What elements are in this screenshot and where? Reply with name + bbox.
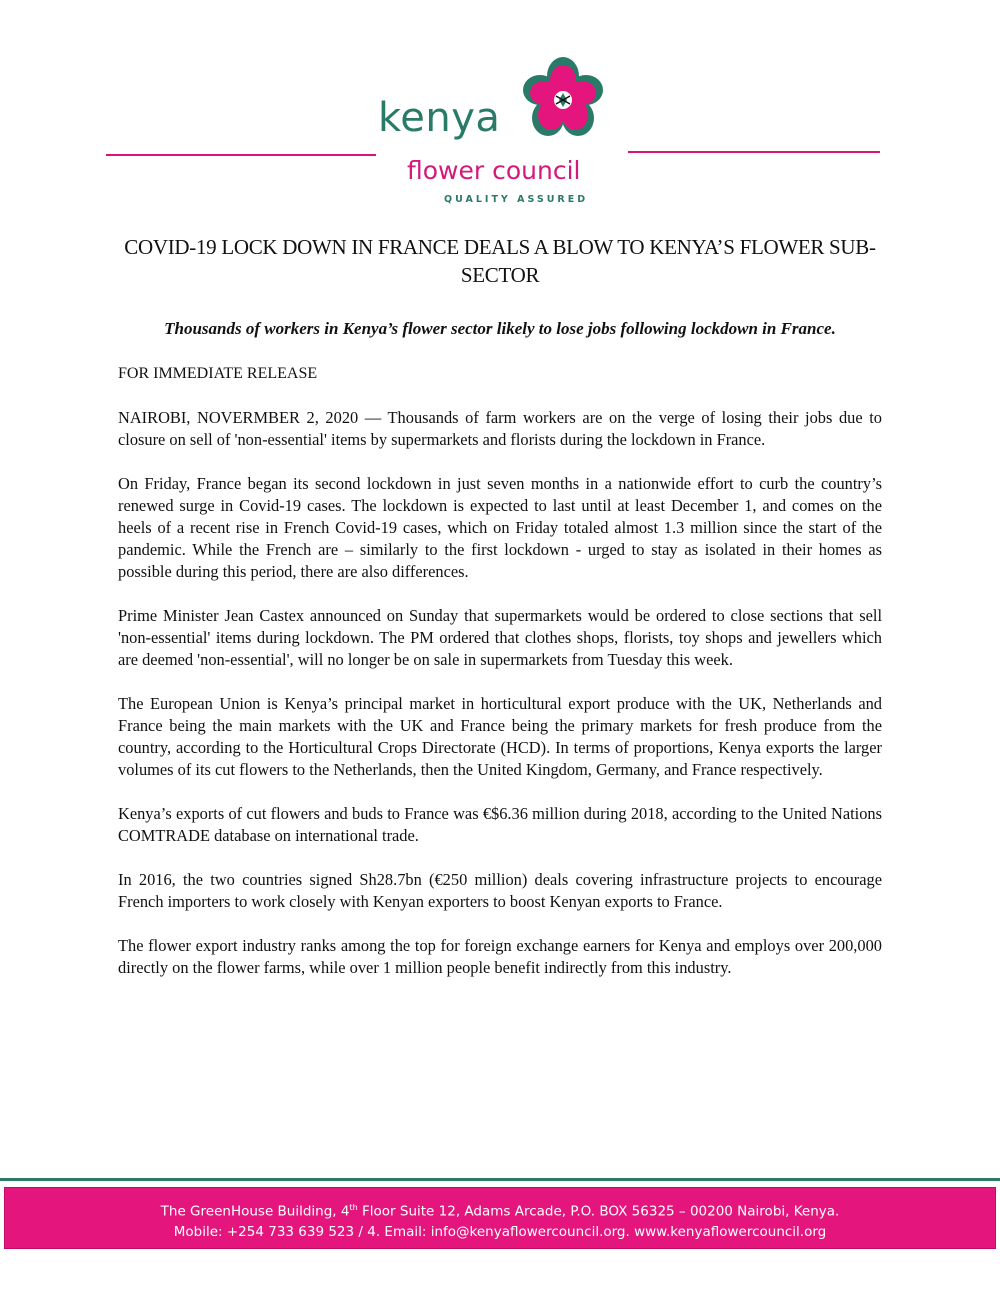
logo-subtitle: flower council (407, 156, 581, 185)
release-label: FOR IMMEDIATE RELEASE (118, 365, 318, 382)
footer-rule (0, 1178, 1000, 1181)
footer-contact-bar (4, 1187, 996, 1249)
footer-address-superscript: th (349, 1203, 358, 1212)
footer-address-end: Floor Suite 12, Adams Arcade, P.O. BOX 56325 – 00200 Nairobi, Kenya. (357, 1203, 840, 1220)
dateline: NAIROBI, NOVERMBER 2, 2020 (118, 408, 359, 427)
logo-wordmark: kenya (378, 95, 501, 141)
article-subtitle: Thousands of workers in Kenya’s flower sector likely to lose jobs following lockdown in France. (164, 319, 836, 338)
footer-contact: Mobile: +254 733 639 523 / 4. Email: info@kenyaflowercouncil.org. www.kenyaflowercouncil.org (173, 1223, 827, 1240)
footer-address-start: The GreenHouse Building, 4 (160, 1203, 350, 1220)
paragraph: The European Union is Kenya’s principal market in horticultural export produce with the UK, Netherlands and France being the main markets with the UK and France being the primary markets for fresh produce from the country, according to the Horticultural Crops Directorate (HCD). In terms of proportions, Kenya exports the larger volumes of its cut flowers to the Netherlands, then the United Kingdom, Germany, and France respectively. (118, 694, 882, 779)
paragraph: Kenya’s exports of cut flowers and buds to France was €$6.36 million during 2018, according to the United Nations COMTRADE database on international trade. (118, 804, 882, 845)
header-rule-left (106, 154, 376, 156)
flower-logo-icon (518, 56, 608, 146)
paragraph: In 2016, the two countries signed Sh28.7bn (€250 million) deals covering infrastructure projects to encourage French importers to work closely with Kenyan exporters to boost Kenyan exports to France. (118, 870, 882, 911)
letterhead (0, 0, 1000, 220)
article-title: COVID-19 LOCK DOWN IN FRANCE DEALS A BLOW TO KENYA’S FLOWER SUB-SECTOR (124, 235, 876, 287)
logo-tagline: QUALITY ASSURED (444, 194, 589, 205)
lead-text: — Thousands of farm workers are on the verge of losing their jobs due to closure on sell of 'non-essential' items by supermarkets and florists during the lockdown in France. (118, 408, 882, 449)
lead-paragraph (118, 407, 882, 451)
paragraph: The flower export industry ranks among the top for foreign exchange earners for Kenya and employs over 200,000 directly on the flower farms, while over 1 million people benefit indirectly from this industry. (118, 936, 882, 977)
paragraph: On Friday, France began its second lockdown in just seven months in a nationwide effort to curb the country’s renewed surge in Covid-19 cases. The lockdown is expected to last until at least December 1, and comes on the heels of a recent rise in French Covid-19 cases, which on Friday totaled almost 1.3 million since the start of the pandemic. While the French are – similarly to the first lockdown - urged to stay as isolated in their homes as possible during this period, there are also differences. (118, 474, 882, 581)
article-body (118, 407, 882, 979)
footer-address (5, 1198, 995, 1222)
paragraph: Prime Minister Jean Castex announced on Sunday that supermarkets would be ordered to close sections that sell 'non-essential' items during lockdown. The PM ordered that clothes shops, florists, toy shops and jewellers which are deemed 'non-essential', will no longer be on sale in supermarkets from Tuesday this week. (118, 606, 882, 669)
header-rule-right (628, 151, 880, 153)
